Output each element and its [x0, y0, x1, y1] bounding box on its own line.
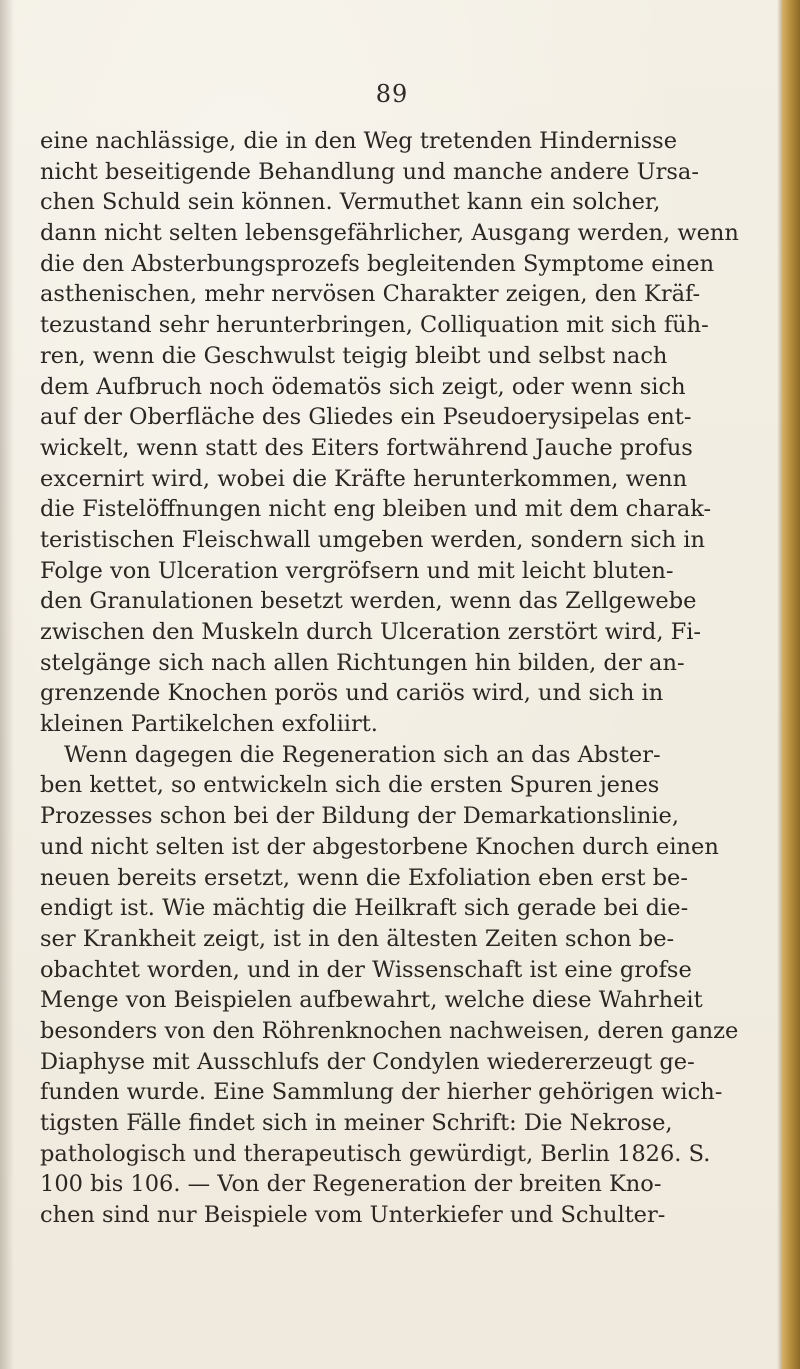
text-line: auf der Oberfläche des Gliedes ein Pseudoerysipelas ent- — [40, 404, 692, 431]
page-edge-strip — [782, 0, 800, 1369]
text-line: Menge von Beispielen aufbewahrt, welche diese Wahrheit — [40, 987, 703, 1014]
text-line: nicht beseitigende Behandlung und manche andere Ursa- — [40, 158, 699, 185]
text-line: 100 bis 106. — Von der Regeneration der breiten Kno- — [40, 1171, 662, 1198]
text-line: obachtet worden, und in der Wissenschaft ist eine grofse — [40, 956, 692, 983]
text-line: teristischen Fleischwall umgeben werden, sondern sich in — [40, 526, 705, 553]
text-line: pathologisch und therapeutisch gewürdigt, Berlin 1826. S. — [40, 1140, 711, 1167]
paragraph-1 — [40, 126, 739, 740]
binding-shadow — [0, 0, 14, 1369]
text-line: endigt ist. Wie mächtig die Heilkraft sich gerade bei die- — [40, 895, 689, 922]
text-line: wickelt, wenn statt des Eiters fortwährend Jauche profus — [40, 434, 693, 461]
text-line: excernirt wird, wobei die Kräfte herunterkommen, wenn — [40, 465, 688, 492]
text-line: dann nicht selten lebensgefährlicher, Ausgang werden, wenn — [40, 220, 739, 247]
text-line: neuen bereits ersetzt, wenn die Exfoliation eben erst be- — [40, 864, 688, 891]
text-line: tezustand sehr herunterbringen, Colliquation mit sich füh- — [40, 312, 709, 339]
text-line: den Granulationen besetzt werden, wenn das Zellgewebe — [40, 588, 697, 615]
text-line: asthenischen, mehr nervösen Charakter zeigen, den Kräf- — [40, 281, 701, 308]
text-line: Diaphyse mit Ausschlufs der Condylen wiedererzeugt ge- — [40, 1048, 695, 1075]
text-line: Wenn dagegen die Regeneration sich an das Abster- — [64, 741, 661, 768]
text-line: die Fistelöffnungen nicht eng bleiben und mit dem charak- — [40, 496, 712, 523]
text-line: zwischen den Muskeln durch Ulceration zerstört wird, Fi- — [40, 619, 702, 645]
body-text — [40, 126, 739, 1231]
text-line: dem Aufbruch noch ödematös sich zeigt, oder wenn sich — [40, 373, 686, 400]
text-line: funden wurde. Eine Sammlung der hierher gehörigen wich- — [40, 1079, 723, 1106]
text-line: ren, wenn die Geschwulst teigig bleibt und selbst nach — [40, 342, 668, 369]
text-line: chen Schuld sein können. Vermuthet kann ein solcher, — [40, 189, 661, 216]
text-line: ser Krankheit zeigt, ist in den ältesten Zeiten schon be- — [40, 925, 675, 952]
paragraph-2 — [40, 740, 739, 1231]
text-line: Folge von Ulceration vergröfsern und mit leicht bluten- — [40, 557, 674, 584]
text-line: ben kettet, so entwickeln sich die ersten Spuren jenes — [40, 772, 660, 799]
text-line: Prozesses schon bei der Bildung der Demarkationslinie, — [40, 803, 680, 830]
text-line: stelgänge sich nach allen Richtungen hin bilden, der an- — [40, 649, 685, 676]
text-line: chen sind nur Beispiele vom Unterkiefer und Schulter- — [40, 1202, 666, 1229]
text-line: besonders von den Röhrenknochen nachweisen, deren ganze — [40, 1017, 739, 1044]
text-line: grenzende Knochen porös und cariös wird, und sich in — [40, 680, 664, 707]
text-line: die den Absterbungsprozefs begleitenden Symptome einen — [40, 250, 715, 277]
page-number: 89 — [375, 80, 409, 108]
text-line: eine nachlässige, die in den Weg tretenden Hindernisse — [40, 128, 678, 154]
text-line: kleinen Partikelchen exfoliirt. — [40, 711, 378, 738]
text-line: und nicht selten ist der abgestorbene Knochen durch einen — [40, 833, 719, 860]
text-line: tigsten Fälle findet sich in meiner Schrift: Die Nekrose, — [40, 1110, 673, 1136]
